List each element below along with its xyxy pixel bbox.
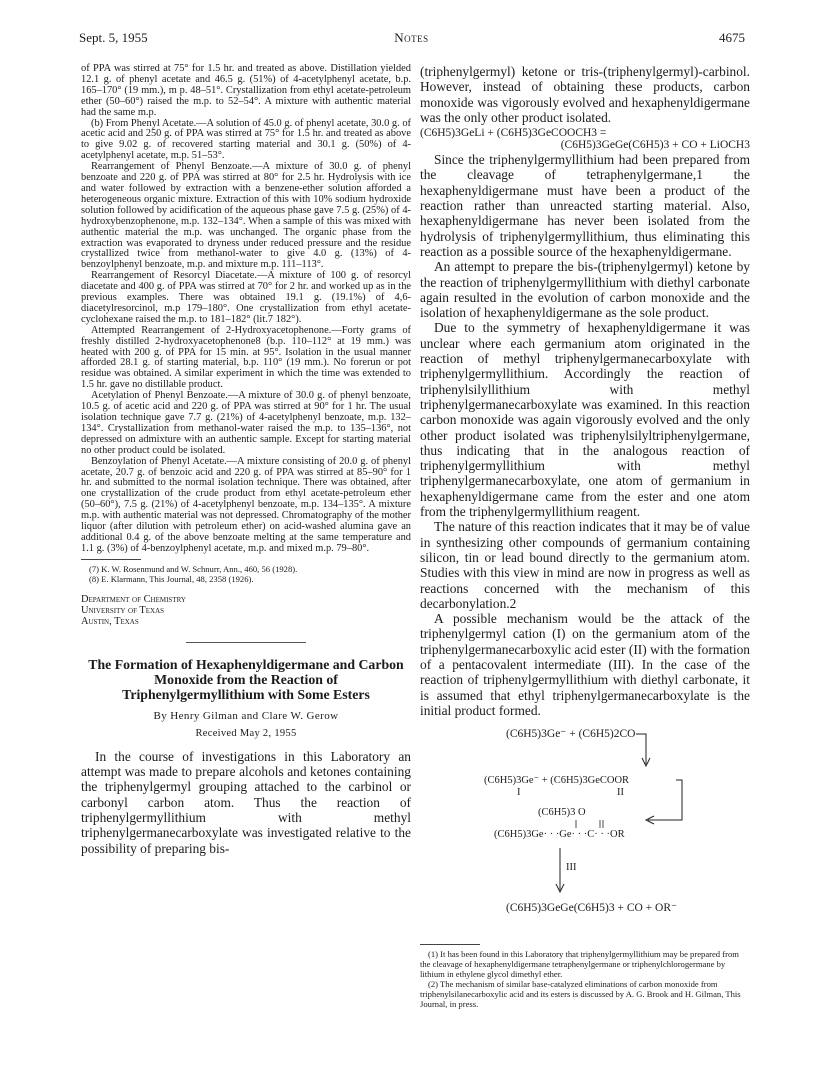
page-number: 4675 xyxy=(719,30,745,45)
paragraph: An attempt to prepare the bis-(triphenylgermyl) ketone by the reaction of triphenylgermyllithium with diethyl carbonate again resulted in the evolution of carbon monoxide and the isolation of hexaphenyldigermane as the sole product. xyxy=(420,259,750,321)
right-column xyxy=(420,64,750,1009)
footnote: (2) The mechanism of similar base-catalyzed eliminations of carbon monoxide from triphenylsilanecarboxylic acid and its esters is discussed by A. G. Brook and H. Gilman, This Journal, in press. xyxy=(420,979,741,1010)
article-body-cont xyxy=(420,152,750,718)
affiliation-line: Department of Chemistry xyxy=(81,593,186,605)
footnote-rule xyxy=(420,944,480,945)
paragraph: of PPA was stirred at 75° for 1.5 hr. and treated as above. Distillation yielded 12.1 g. of phenyl acetate and 46.5 g. (51%) of 4-acetylphenyl acetate, b.p. 165–170° (19 mm.), m p. 48–51°. Crystallization from ethyl acetate-petroleum ether (50–60°) raised the m.p. to 52–54°. A mixture with authentic material had the same m.p. xyxy=(81,63,411,118)
paragraph: Due to the symmetry of hexaphenyldigermane it was unclear where each germanium atom originated in the reaction of methyl triphenylgermanecarboxylate with triphenylgermyllithium. Accordingly the reaction of triphenylsilyllithium with methyl triphenylgermanecarboxylate was examined. In this reaction carbon monoxide was again vigorously evolved and the only other product isolated was triphenylsilyltriphenylgermane, thus indicating that in the analogous reaction of triphenylgermyllithium with methyl triphenylgermanecarboxylate, one atom of germanium in hexaphenyldigermane came from the ester and one atom from the triphenylgermyllithium reagent. xyxy=(420,320,750,520)
affiliation-line: University of Texas xyxy=(81,604,165,616)
paragraph: Attempted Rearrangement of 2-Hydroxyacetophenone.—Forty grams of freshly distilled 2-hydroxyacetophenone8 (b.p. 110–112° at 19 mm.) was heated with 200 g. of PPA for 15 min. at 95°. Isolation in the usual manner afforded 28.1 g. of starting material, b.p. 110° (19 mm.). No forerun or pot residue was obtained. A similar experiment in which the time was extended to 1.5 hr. gave no distillable product. xyxy=(81,324,411,391)
reaction-equation-line2: (C6H5)3GeGe(C6H5)3 + CO + LiOCH3 xyxy=(560,139,750,152)
section-title: Notes xyxy=(394,30,429,45)
scheme-row2: (C6H5)3Ge⁻ + (C6H5)3GeCOOR xyxy=(484,775,630,787)
paragraph: (triphenylgermyl) ketone or tris-(triphenylgermyl)-carbinol. However, instead of obtaining these products, carbon monoxide was vigorously evolved and hexaphenyldigermane was the only other product isolated. xyxy=(420,64,750,125)
scheme-row3-top: (C6H5)3 O xyxy=(538,807,586,819)
paragraph: Benzoylation of Phenyl Acetate.—A mixture consisting of 20.0 g. of phenyl acetate, 20.7 g. of benzoic acid and 220 g. of PPA was stirred at 85–90° for 1 hr. and submitted to the normal isolation technique. There was obtained, after one crystallization of the crude product from ethyl acetate-petroleum ether (50–60°), 7.5 g. (21%) of 4-acetylphenyl benzoate, m.p. 134–135°. A mixture m.p. with authentic material was not depressed. Chromatography of the mother liquor (after dilution with petroleum ether) on acid-washed alumina gave an additional 0.4 g. of the above benzoate melting at the same temperature and 1.1 g. (3%) of 4-benzoylphenyl acetate, m.p. and mixed m.p. 79–80°. xyxy=(81,455,411,554)
article-intro xyxy=(81,749,411,856)
paragraph: Acetylation of Phenyl Benzoate.—A mixture of 30.0 g. of phenyl benzoate, 10.5 g. of acetic acid and 220 g. of PPA was stirred at 90° for 1 hr. The usual isolation technique gave 7.7 g. (21%) of 4-acetylphenyl benzoate, m.p. 132–134°. Crystallization from methanol-water raised the m.p. to 135–136°, not depressed on admixture with an authentic sample. Except for starting material no other product could be isolated. xyxy=(81,390,411,456)
reaction-equation-line1: (C6H5)3GeLi + (C6H5)3GeCOOCH3 = xyxy=(420,127,607,140)
article-authors: By Henry Gilman and Clare W. Gerow xyxy=(153,709,339,722)
paragraph: The nature of this reaction indicates that it may be of value in synthesizing other compounds of germanium containing silicon, tin or lead bound directly to the germanium atom. Studies with this view in mind are now in progress as well as reactions concerned with the mechanism of this decarbonylation.2 xyxy=(420,519,750,611)
scheme-row4: (C6H5)3GeGe(C6H5)3 + CO + OR⁻ xyxy=(506,902,678,915)
paragraph: Rearrangement of Resorcyl Diacetate.—A mixture of 100 g. of resorcyl diacetate and 400 g. of PPA was stirred at 70° for 2 hr. and worked up as in the previous examples. There was obtained 19.1 g. (19.1%) of 4,6-diacetylresorcinol, m.p 179–180°. One crystallization from ethyl acetate-cyclohexane raised the m.p. to 181–182° (lit.7 182°). xyxy=(81,270,411,325)
experimental-section xyxy=(81,64,411,555)
scheme-label-I: I xyxy=(517,787,521,799)
reaction-mechanism-scheme xyxy=(420,724,750,938)
paragraph: Rearrangement of Phenyl Benzoate.—A mixture of 30.0 g. of phenyl benzoate and 220 g. of PPA was stirred at 80° for 2.5 hr. Hydrolysis with ice and water followed by extraction with a benzene-ether solution afforded a heterogeneous organic mixture. Extraction of this with 10% sodium hydroxide solution followed by acidification of the aqueous phase gave 7.5 g. (25%) of 4-hydroxybenzophenone, m.p. 132–134°. When a sample of this was mixed with authentic material the m.p. was unchanged. The organic phase from the extraction was evaporated to dryness under reduced pressure and the residue crystallized twice from methanol-water to give 4.0 g. (13%) of 4-benzoylphenyl benzoate, m.p. and mixture m.p. 111–113°. xyxy=(81,161,411,271)
arrow-2-line xyxy=(648,780,682,820)
paragraph: A possible mechanism would be the attack of the triphenylgermyl cation (I) on the germanium atom of the triphenylgermanecarboxylic acid ester (II) with the formation of a pentacovalent intermediate (III). In the case of the reaction of triphenylgermyllithium with diethyl carbonate, it is assumed that ethyl triphenylgermanecarboxylate is the initial product formed. xyxy=(420,611,750,718)
scheme-row1: (C6H5)3Ge⁻ + (C6H5)2CO xyxy=(506,728,636,741)
article-title: The Formation of Hexaphenyldigermane and Carbon Monoxide from the Reaction of Triphenylgermyllithium with Some Esters xyxy=(88,656,404,702)
affiliation-line: Austin, Texas xyxy=(81,615,139,627)
scheme-label-III: III xyxy=(566,862,577,874)
footnotes-left xyxy=(81,564,411,584)
scheme-label-II: II xyxy=(617,787,624,799)
footnote: (8) E. Klarmann, This Journal, 48, 2358 (1926). xyxy=(89,573,254,584)
paragraph: In the course of investigations in this Laboratory an attempt was made to prepare alcohols and ketones containing the triphenylgermyl grouping attached to the carbinol or carbonyl carbon atom. Thus the reaction of triphenylgermyllithium with methyl triphenylgermanecarboxylate was investigated relative to the possibility of preparing bis- xyxy=(81,748,411,856)
footnotes-right xyxy=(420,949,750,1009)
left-column xyxy=(81,64,411,856)
received-date: Received May 2, 1955 xyxy=(195,727,297,739)
footnote: (7) K. W. Rosenmund and W. Schnurr, Ann., 460, 56 (1928). xyxy=(89,563,298,574)
footnote: (1) It has been found in this Laboratory that triphenylgermyllithium may be prepared from the cleavage of hexaphenyldigermane tetraphenylgermane or triphenylchlorogermane by lithium in ethylene glycol dimethyl ether. xyxy=(420,949,739,980)
paragraph: (b) From Phenyl Acetate.—A solution of 45.0 g. of phenyl acetate, 30.0 g. of acetic acid and 250 g. of PPA was stirred at 75° for 1.5 hr. and treated as above to give 9.02 g. of recovered starting material and 30.1 g. (50%) of 4-acetylphenyl acetate, m.p. 51–53°. xyxy=(81,117,411,162)
affiliation xyxy=(81,594,411,627)
page-date: Sept. 5, 1955 xyxy=(79,30,148,45)
article-body xyxy=(420,64,750,125)
footnote-rule xyxy=(81,559,141,560)
arrow-1-stem xyxy=(636,734,646,764)
paragraph: Since the triphenylgermyllithium had been prepared from the cleavage of tetraphenylgermane,1 the hexaphenyldigermane must have been a product of the reaction rather than unreacted starting material. Also, hexaphenyldigermane has never been isolated from the hydrolysis of triphenylgermyllithium, thus eliminating this reaction as a possible source of the hexaphenyldigermane. xyxy=(420,152,750,259)
article-separator xyxy=(186,642,306,643)
scheme-row3: (C6H5)3Ge· · ·Ge· · ·C· · ·OR xyxy=(494,829,625,841)
